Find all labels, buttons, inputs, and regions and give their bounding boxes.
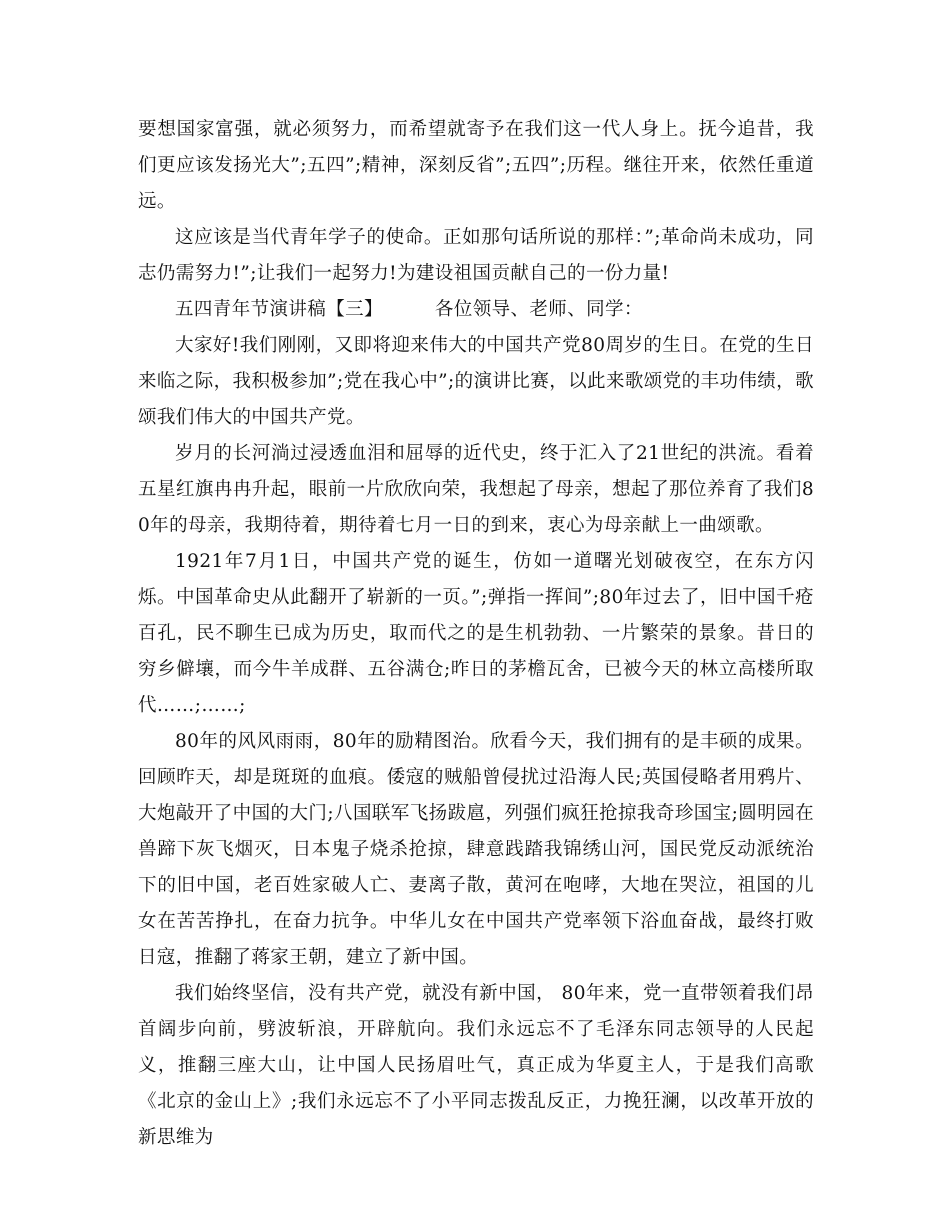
paragraph-belief: 我们始终坚信，没有共产党，就没有新中国， 80年来，党一直带领着我们昂首阔步向前，劈波斩浪，开辟航向。我们永远忘不了毛泽东同志领导的人民起义，推翻三座大山，让中国人民扬眉吐气，真正成为华夏主人，于是我们高歌《北京的金山上》;我们永远忘不了小平同志拨乱反正，力挽狂澜，以改革开放的新思维为	[138, 983, 814, 1148]
paragraph-founding: 1921年7月1日，中国共产党的诞生，仿如一道曙光划破夜空，在东方闪烁。中国革命史从此翻开了崭新的一页。”;弹指一挥间”;80年过去了，旧中国千疮百孔，民不聊生已成为历史，取而代之的是生机勃勃、一片繁荣的景象。昔日的穷乡僻壤，而今牛羊成群、五谷满仓;昨日的茅檐瓦舍，已被今天的林立高楼所取代……;……;	[138, 551, 814, 716]
paragraph-eighty-years: 80年的风风雨雨，80年的励精图治。欣看今天，我们拥有的是丰硕的成果。回顾昨天，却是斑斑的血痕。倭寇的贼船曾侵扰过沿海人民;英国侵略者用鸦片、大炮敲开了中国的大门;八国联军飞扬跋扈，列强们疯狂抢掠我奇珍国宝;圆明园在兽蹄下灰飞烟灭，日本鬼子烧杀抢掠，肆意践踏我锦绣山河，国民党反动派统治下的旧中国，老百姓家破人亡、妻离子散，黄河在咆哮，大地在哭泣，祖国的儿女在苦苦挣扎，在奋力抗争。中华儿女在中国共产党率领下浴血奋战，最终打败日寇，推翻了蒋家王朝，建立了新中国。	[138, 731, 814, 968]
paragraph-greeting: 大家好!我们刚刚，又即将迎来伟大的中国共产党80周岁的生日。在党的生日来临之际，我积极参加”;党在我心中”;的演讲比赛，以此来歌颂党的丰功伟绩，歌颂我们伟大的中国共产党。	[138, 335, 814, 428]
paragraph-history: 岁月的长河淌过浸透血泪和屈辱的近代史，终于汇入了21世纪的洪流。看着五星红旗冉冉升起，眼前一片欣欣向荣，我想起了母亲，想起了那位养育了我们80年的母亲，我期待着，期待着七月一日的到来，衷心为母亲献上一曲颂歌。	[138, 443, 814, 536]
document-page	[138, 112, 814, 1156]
paragraph-intro-continuation: 要想国家富强，就必须努力，而希望就寄予在我们这一代人身上。抚今追昔，我们更应该发扬光大”;五四”;精神，深刻反省”;五四”;历程。继往开来，依然任重道远。	[138, 119, 814, 212]
paragraph-mission: 这应该是当代青年学子的使命。正如那句话所说的那样：”;革命尚未成功，同志仍需努力!”;让我们一起努力!为建设祖国贡献自己的一份力量!	[138, 227, 814, 284]
speech-heading	[138, 292, 814, 328]
speech-title: 五四青年节演讲稿【三】	[175, 299, 383, 320]
speech-salutation: 各位领导、老师、同学：	[434, 299, 643, 320]
